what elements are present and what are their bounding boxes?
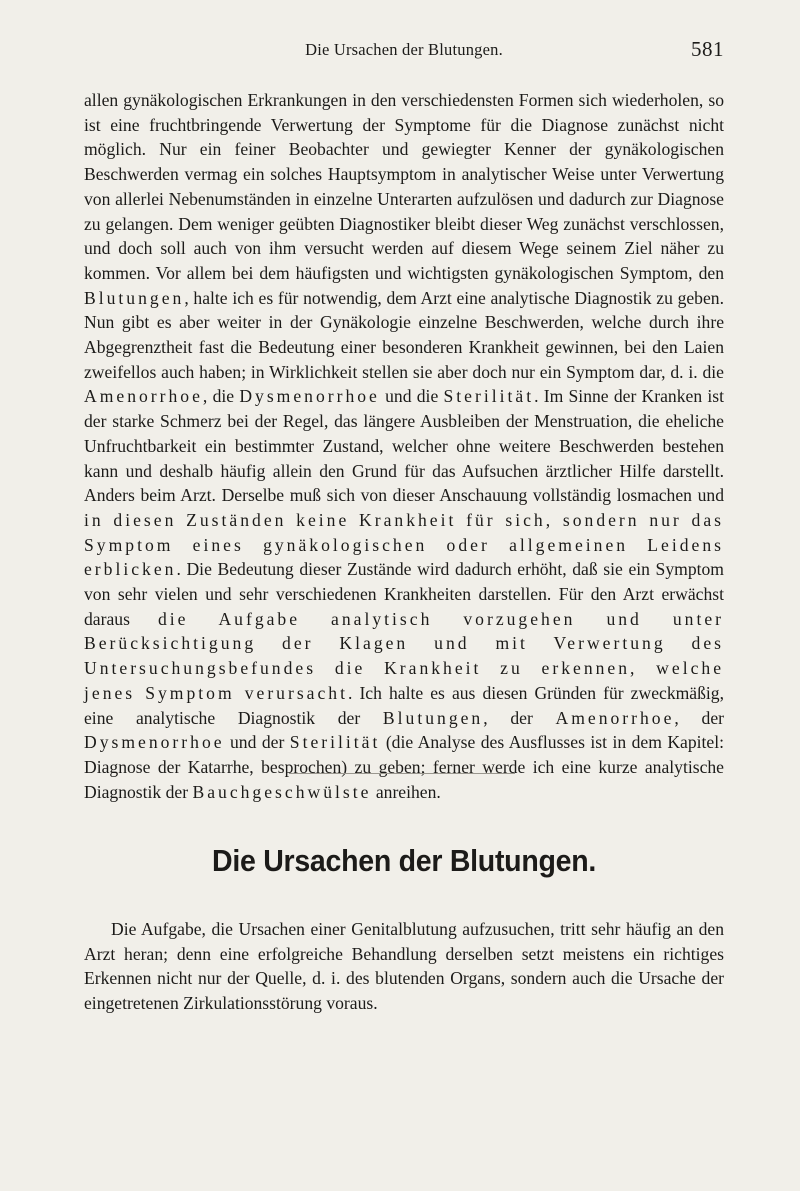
emphasis-blutungen: Blutungen bbox=[84, 287, 185, 308]
emphasis-dysmenorrhoe: Dysmenorrhoe bbox=[239, 386, 380, 407]
text-run: . Im Sinne der Kranken ist der starke Schmerz bei der Regel, das längere Ausbleiben der Menstruation, die eheliche Unfruchtbarkeit ein bestimmter Zustand, welcher ohne weitere Beschwerden bestehen kann und deshalb häufig allein den Grund für das Aufsuchen ärztlicher Hilfe darstellt. Anders beim Arzt. Derselbe muß sich von dieser Anschauung vollständig losmachen und bbox=[84, 386, 724, 506]
text-run: . Die Bedeutung dieser Zustände wird dadurch erhöht, daß sie ein Symptom von sehr vielen und sehr verschiedenen Krankheiten darstellen. Für den Arzt erwächst daraus bbox=[84, 559, 724, 629]
text-run: , halte ich es für notwendig, dem Arzt eine analytische Diagnostik zu geben. Nun gibt es aber weiter in der Gynäkologie einzelne Beschwerden, welche durch ihre Abgegrenztheit fast die Bedeutung einer besonderen Krankheit gewinnen, bei den Laien zweifellos auch haben; in Wirklichkeit stellen sie aber doch nur ein Symptom dar, d. i. die bbox=[84, 287, 724, 382]
section-heading: Die Ursachen der Blutungen. bbox=[212, 843, 596, 878]
emphasis-amenorrhoe: Amenorrhoe bbox=[555, 707, 675, 728]
emphasis-sterilitaet: Sterilität bbox=[443, 386, 535, 407]
emphasis-dysmenorrhoe: Dysmenorrhoe bbox=[84, 732, 225, 753]
text-run: allen gynäkologischen Erkrankungen in den verschiedensten Formen sich wiederholen, so ist eine fruchtbringende Verwertung der Symptome für die Diagnose zunächst nicht möglich. Nur ein feiner Beobachter und gewiegter Kenner der gynäkologischen Beschwerden vermag ein solches Hauptsymptom in analytischer Weise unter Verwertung von allerlei Nebenumständen in einzelne Unterarten aufzulösen und dadurch zur Diagnose zu gelangen. Dem weniger geübten Diagnostiker bleibt dieser Weg zunächst verschlossen, und doch soll auch von ihm versucht werden auf diesem Wege seinem Ziel näher zu kommen. Vor allem bei dem häufigsten und wichtigsten gynäkologischen Symptom, den bbox=[84, 90, 724, 283]
body-paragraph bbox=[84, 88, 724, 804]
body-text bbox=[84, 88, 724, 804]
emphasis-amenorrhoe: Amenorrhoe bbox=[84, 386, 203, 407]
text-run: und der bbox=[224, 732, 290, 753]
text-run: . Ich halte es aus diesen Gründen für zweckmäßig, eine analytische Diagnostik der bbox=[84, 682, 724, 728]
text-run: , der bbox=[483, 707, 556, 728]
emphasis-bauchgeschwuelste: Bauchgeschwülste bbox=[192, 781, 372, 802]
text-run: , die bbox=[202, 386, 240, 407]
emphasis-sterilitaet: Sterilität bbox=[289, 732, 381, 753]
running-title: Die Ursachen der Blutungen. bbox=[305, 40, 503, 59]
section-text bbox=[84, 917, 724, 1016]
section-paragraph: Die Aufgabe, die Ursachen einer Genitalblutung aufzusuchen, tritt sehr häufig an den Arzt heran; denn eine erfolgreiche Behandlung derselben setzt meistens ein richtiges Erkennen nicht nur der Quelle, d. i. des blutenden Organs, sondern auch die Ursache der eingetretenen Zirkulationsstörung voraus. bbox=[84, 919, 724, 1014]
text-run: und die bbox=[379, 386, 444, 407]
text-run: , der bbox=[674, 707, 724, 728]
section-divider bbox=[289, 773, 515, 774]
emphasis-symptom-statement: in diesen Zuständen keine Krankheit für sich, sondern nur das Symptom eines gynäkologischen oder allgemeinen Leidens erblicken bbox=[84, 509, 724, 580]
page-number: 581 bbox=[691, 37, 724, 61]
running-head bbox=[84, 37, 724, 70]
emphasis-blutungen: Blutungen bbox=[382, 707, 484, 728]
text-run: anreihen. bbox=[371, 781, 441, 802]
text-run: (die Analyse des Ausflusses ist in dem Kapitel: Diagnose der Katarrhe, besprochen) zu geben; ferner werde ich eine kurze analytische Diagnostik der bbox=[84, 732, 725, 802]
emphasis-aufgabe-statement: die Aufgabe analytisch vorzugehen und unter Berücksichtigung der Klagen und mit Verwertung des Untersuchungsbefundes die Krankheit zu erkennen, welche jenes Symptom verursacht bbox=[84, 608, 724, 703]
